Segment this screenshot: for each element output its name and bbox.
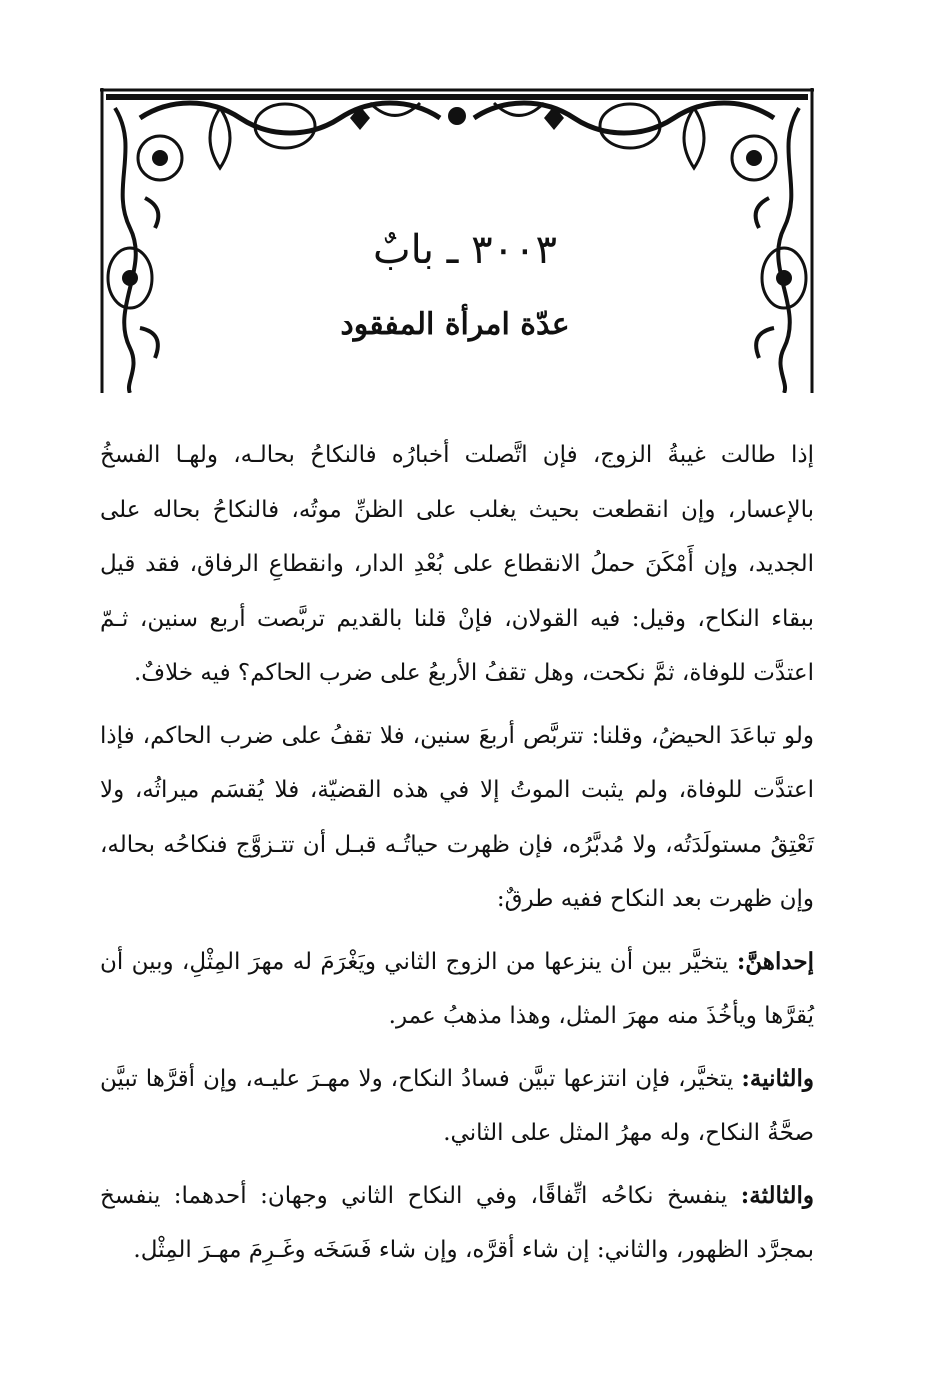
- paragraph-text: إذا طالت غيبةُ الزوج، فإن اتَّصلت أخبارُه فالنكاحُ بحالـه، ولهـا الفسخُ بالإعسار، وإن انقطعت بحيث يغلب على الظنِّ موتُه، فالنكاحُ بحاله على الجديد، وإن أَمْكَنَ حملُ الانقطاع على بُعْدِ الدار، وانقطاعِ الرفاق، فقد قيل ببقاء النكاح، وقيل: فيه القولان، فإنْ قلنا بالقديم تربَّصت أربع سنين، ثـمّ اعتدَّت للوفاة، ثمَّ نكحت، وهل تقفُ الأربعُ على ضرب الحاكم؟ فيه خلافٌ.: [100, 442, 814, 686]
- paragraph-text: ينفسخ نكاحُه اتِّفاقًا، وفي النكاح الثاني وجهان: أحدهما: ينفسخ بمجرَّد الظهور، والثاني: إن شاء أقرَّه، وإن شاء فَسَخَه وغَـرِمَ مهـرَ المِثْل.: [100, 1182, 814, 1263]
- paragraph: [100, 1052, 814, 1161]
- body-text: [100, 428, 814, 1278]
- paragraph-text: ولو تباعَدَ الحيضُ، وقلنا: تتربَّص أربعَ سنين، فلا تقفُ على ضرب الحاكم، فإذا اعتدَّت للوفاة، ولم يثبت الموتُ إلا في هذه القضيّة، فلا يُقسَم ميراثُه، ولا تَعْتِقُ مستولَدَتُه، ولا مُدبَّرُه، فإن ظهرت حياتُـه قبـل أن تتـزوَّج فنكاحُه بحاله، وإن ظهرت بعد النكاح ففيه طرقٌ:: [100, 722, 814, 912]
- paragraph-lead: والثالثة:: [740, 1181, 814, 1209]
- chapter-label: ٣٠٠٣ ـ بابٌ: [372, 227, 558, 273]
- paragraph: [100, 1169, 814, 1278]
- paragraph-lead: والثانية:: [741, 1064, 815, 1092]
- paragraph: [100, 709, 814, 927]
- paragraph-text: يتخيَّر، فإن انتزعها تبيَّن فسادُ النكاح، ولا مهـرَ عليـه، وإن أقرَّها تبيَّن صحَّةُ النكاح، وله مهرُ المثل على الثاني.: [100, 1065, 814, 1146]
- paragraph-text: يتخيَّر بين أن ينزعها من الزوج الثاني ويَغْرَمَ له مهرَ المِثْلِ، وبين أن يُقرَّها ويأخُذَ منه مهرَ المثل، وهذا مذهبُ عمر.: [100, 948, 814, 1029]
- chapter-heading: عدّة امرأة المفقود: [340, 307, 570, 342]
- paragraph-lead: إحداهنَّ:: [736, 947, 815, 975]
- paragraph: [100, 935, 814, 1044]
- paragraph: [100, 428, 814, 701]
